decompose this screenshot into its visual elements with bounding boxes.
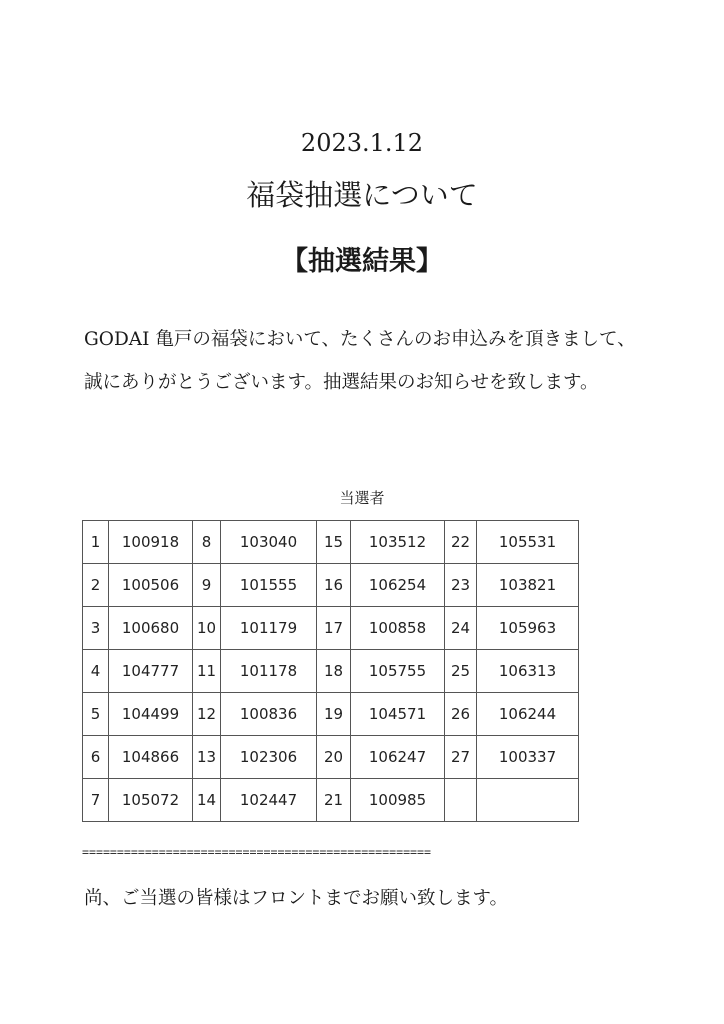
- winner-number-cell: 23: [445, 564, 477, 607]
- winner-number-cell: 20: [317, 736, 351, 779]
- table-row: [83, 650, 579, 693]
- winner-number-cell: 7: [83, 779, 109, 822]
- winner-code-cell: 102447: [221, 779, 317, 822]
- winner-number-cell: 21: [317, 779, 351, 822]
- winner-number-cell: 26: [445, 693, 477, 736]
- winners-table-body: [83, 521, 579, 822]
- table-row: [83, 607, 579, 650]
- winner-code-cell: 106244: [477, 693, 579, 736]
- winner-code-cell: 100506: [109, 564, 193, 607]
- table-row: [83, 693, 579, 736]
- document-subtitle: 【抽選結果】: [281, 246, 443, 277]
- winner-code-cell: 100985: [351, 779, 445, 822]
- winner-number-cell: 25: [445, 650, 477, 693]
- winner-number-cell: 18: [317, 650, 351, 693]
- winner-code-cell: 100337: [477, 736, 579, 779]
- winner-number-cell: 16: [317, 564, 351, 607]
- winner-code-cell: 101555: [221, 564, 317, 607]
- winners-table: [82, 520, 579, 822]
- table-caption: 当選者: [339, 489, 385, 507]
- table-row: [83, 736, 579, 779]
- winner-code-cell: 105531: [477, 521, 579, 564]
- winner-code-cell: 104571: [351, 693, 445, 736]
- winner-number-cell: 10: [193, 607, 221, 650]
- winner-number-cell: 8: [193, 521, 221, 564]
- winner-number-cell: 2: [83, 564, 109, 607]
- divider-line: ==================================================: [82, 845, 432, 859]
- winner-code-cell: 106247: [351, 736, 445, 779]
- winner-code-cell: 103512: [351, 521, 445, 564]
- winner-code-cell: 101179: [221, 607, 317, 650]
- winner-code-cell: 101178: [221, 650, 317, 693]
- winner-number-cell: 6: [83, 736, 109, 779]
- winner-number-cell: 13: [193, 736, 221, 779]
- winner-number-cell: 4: [83, 650, 109, 693]
- winner-code-cell: 104499: [109, 693, 193, 736]
- winner-number-cell: 9: [193, 564, 221, 607]
- winner-code-cell: 104777: [109, 650, 193, 693]
- document-date: 2023.1.12: [300, 129, 424, 157]
- winner-code-cell: 103821: [477, 564, 579, 607]
- table-row: [83, 521, 579, 564]
- winner-number-cell: 17: [317, 607, 351, 650]
- winner-number-cell: [445, 779, 477, 822]
- winner-number-cell: 15: [317, 521, 351, 564]
- intro-line-1: GODAI 亀戸の福袋において、たくさんのお申込みを頂きまして、: [84, 329, 636, 350]
- winner-number-cell: 1: [83, 521, 109, 564]
- winner-code-cell: 105755: [351, 650, 445, 693]
- winner-code-cell: 106254: [351, 564, 445, 607]
- winner-code-cell: 105963: [477, 607, 579, 650]
- winner-number-cell: 24: [445, 607, 477, 650]
- winner-code-cell: 100918: [109, 521, 193, 564]
- winner-code-cell: 102306: [221, 736, 317, 779]
- winner-number-cell: 19: [317, 693, 351, 736]
- winner-number-cell: 27: [445, 736, 477, 779]
- winner-number-cell: 14: [193, 779, 221, 822]
- winner-number-cell: 12: [193, 693, 221, 736]
- winner-number-cell: 11: [193, 650, 221, 693]
- winner-number-cell: 3: [83, 607, 109, 650]
- winner-code-cell: 105072: [109, 779, 193, 822]
- winner-code-cell: 100680: [109, 607, 193, 650]
- winner-code-cell: 100858: [351, 607, 445, 650]
- closing-note: 尚、ご当選の皆様はフロントまでお願い致します。: [84, 888, 509, 909]
- winner-number-cell: 22: [445, 521, 477, 564]
- document-title: 福袋抽選について: [246, 178, 478, 212]
- table-row: [83, 564, 579, 607]
- winner-code-cell: 104866: [109, 736, 193, 779]
- winner-code-cell: 100836: [221, 693, 317, 736]
- winner-code-cell: [477, 779, 579, 822]
- winner-code-cell: 103040: [221, 521, 317, 564]
- table-row: [83, 779, 579, 822]
- intro-line-2: 誠にありがとうございます。抽選結果のお知らせを致します。: [84, 372, 599, 393]
- winner-code-cell: 106313: [477, 650, 579, 693]
- winner-number-cell: 5: [83, 693, 109, 736]
